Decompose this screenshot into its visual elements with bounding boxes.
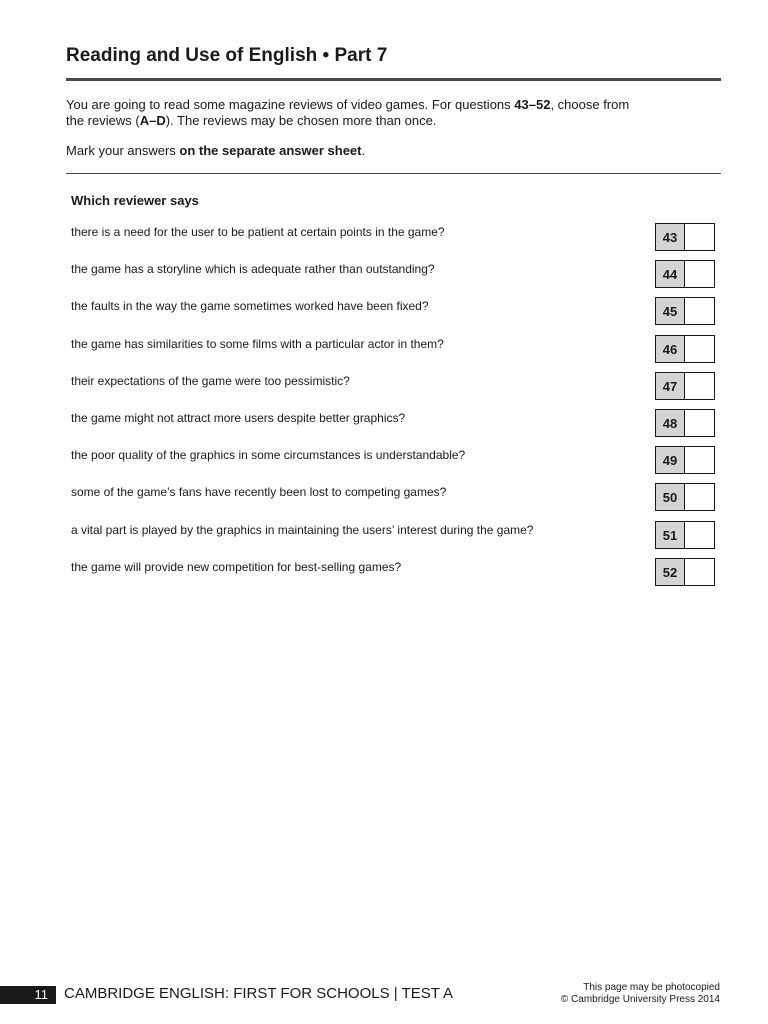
title-divider (66, 78, 721, 81)
question-row (71, 335, 715, 363)
instructions (66, 97, 706, 159)
question-row (71, 446, 715, 474)
question-number: 51 (656, 522, 685, 548)
question-row (71, 409, 715, 437)
instructions-paragraph (66, 97, 706, 129)
question-row (71, 223, 715, 251)
footer-title: CAMBRIDGE ENGLISH: FIRST FOR SCHOOLS | TEST A (64, 985, 453, 1002)
mark-text: . (361, 143, 366, 158)
page-title: Reading and Use of English • Part 7 (66, 45, 388, 66)
mark-instruction (66, 143, 706, 159)
instructions-text: , choose from (550, 97, 630, 112)
question-row (71, 558, 715, 586)
answer-box (655, 260, 715, 288)
instructions-text: ). The reviews may be chosen more than once. (165, 113, 437, 128)
question-row (71, 297, 715, 325)
answer-box (655, 446, 715, 474)
question-row (71, 483, 715, 511)
answer-cell[interactable] (685, 298, 714, 324)
footer-copyright (561, 982, 720, 1006)
question-text: the poor quality of the graphics in some circumstances is understandable? (71, 448, 466, 463)
answer-box (655, 335, 715, 363)
question-row (71, 372, 715, 400)
question-number: 45 (656, 298, 685, 324)
question-number: 43 (656, 224, 685, 250)
question-text: the game has a storyline which is adequate rather than outstanding? (71, 262, 435, 277)
question-number: 47 (656, 373, 685, 399)
answer-box (655, 409, 715, 437)
question-text: the faults in the way the game sometimes worked have been fixed? (71, 299, 429, 314)
question-text: the game has similarities to some films with a particular actor in them? (71, 336, 444, 351)
question-row (71, 521, 715, 549)
copyright-notice: © Cambridge University Press 2014 (560, 994, 720, 1005)
question-row (71, 260, 715, 288)
answer-box (655, 372, 715, 400)
question-text: the game might not attract more users despite better graphics? (71, 411, 406, 425)
answer-cell[interactable] (685, 447, 714, 473)
question-range: 43–52 (514, 97, 551, 112)
question-number: 49 (656, 447, 685, 473)
mark-text: Mark your answers (66, 143, 180, 158)
answer-box (655, 558, 715, 586)
instructions-text: You are going to read some magazine reviews of video games. For questions (66, 97, 515, 112)
question-number: 44 (656, 261, 685, 287)
review-range: A–D (139, 113, 166, 128)
photocopy-note: This page may be photocopied (583, 982, 720, 993)
question-text: some of the game’s fans have recently been lost to competing games? (71, 485, 447, 500)
answer-cell[interactable] (685, 559, 714, 585)
question-text: their expectations of the game were too pessimistic? (71, 373, 350, 388)
question-number: 52 (656, 559, 685, 585)
answer-box (655, 483, 715, 511)
answer-cell[interactable] (685, 261, 714, 287)
instructions-text: the reviews ( (66, 113, 140, 128)
questions-heading: Which reviewer says (71, 193, 199, 208)
question-number: 50 (656, 484, 685, 510)
question-text: the game will provide new competition for best-selling games? (71, 559, 402, 574)
answer-sheet-emphasis: on the separate answer sheet (179, 143, 362, 158)
question-text: a vital part is played by the graphics in maintaining the users’ interest during the game? (71, 522, 534, 537)
answer-box (655, 297, 715, 325)
answer-cell[interactable] (685, 410, 714, 436)
answer-cell[interactable] (685, 522, 714, 548)
section-divider (66, 173, 721, 174)
answer-cell[interactable] (685, 336, 714, 362)
answer-box (655, 223, 715, 251)
answer-cell[interactable] (685, 484, 714, 510)
answer-cell[interactable] (685, 224, 714, 250)
question-number: 46 (656, 336, 685, 362)
answer-cell[interactable] (685, 373, 714, 399)
page-number: 11 (0, 986, 56, 1004)
question-number: 48 (656, 410, 685, 436)
answer-box (655, 521, 715, 549)
question-text: there is a need for the user to be patient at certain points in the game? (71, 225, 445, 239)
